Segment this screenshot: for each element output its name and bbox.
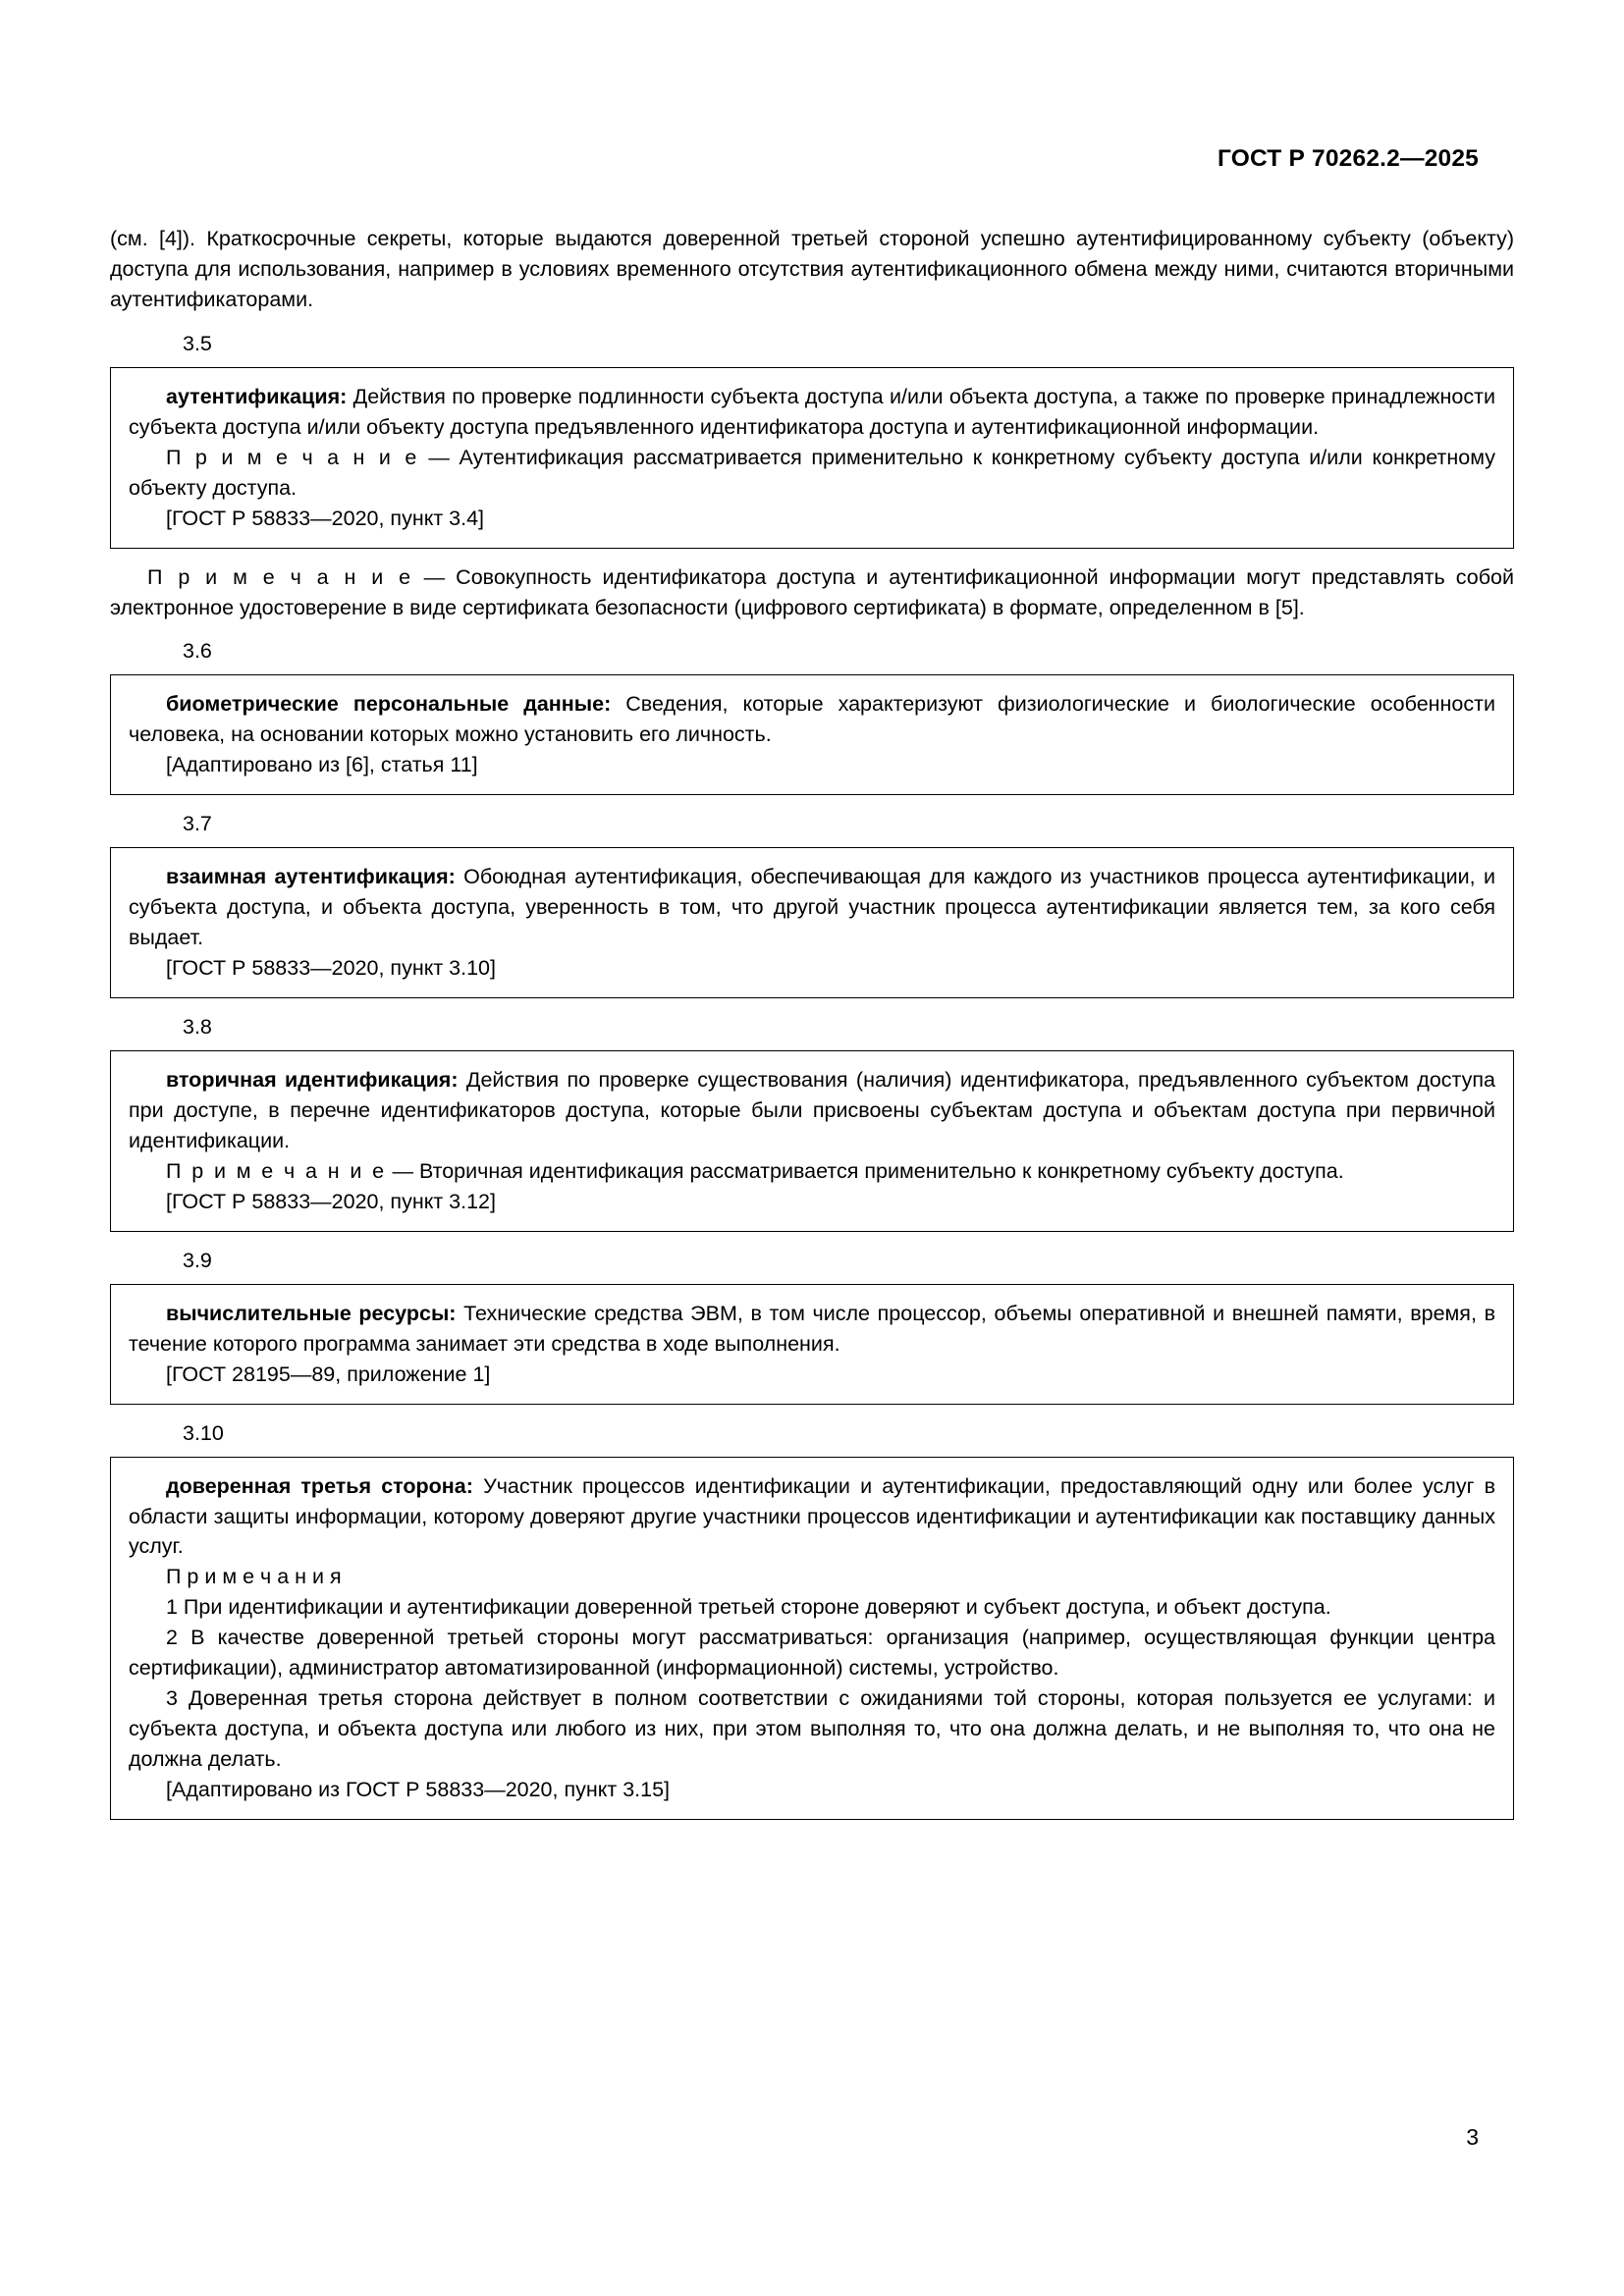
term-definition	[129, 862, 1495, 953]
term-box-3-6	[110, 674, 1514, 795]
term-definition-text: Обоюдная аутентификация, обеспечивающая для каждого из участников процесса аутентификации, и субъекта доступа, и объекта доступа, уверенность в том, что другой участник процесса аутентификации является тем, за кого себя выдает.	[129, 865, 1495, 950]
term-name: доверенная третья сторона:	[166, 1473, 473, 1498]
term-definition-text: Действия по проверке подлинности субъекта доступа и/или объекта доступа, а также по проверке принадлежности субъекта доступа и/или объекту доступа предъявленного идентификатора доступа и аутентификационной информации.	[129, 384, 1495, 439]
term-definition	[129, 689, 1495, 750]
note-item: 1 При идентификации и аутентификации доверенной третьей стороне доверяют и субъект доступа, и объект доступа.	[166, 1595, 1331, 1620]
term-note	[129, 443, 1495, 504]
term-name: взаимная аутентификация:	[166, 865, 456, 889]
term-name: аутентификация:	[166, 384, 348, 408]
term-definition-text: Действия по проверке существования (наличия) идентификатора, предъявленного субъектом доступа при доступе, в перечне идентификаторов доступа, которые были присвоены субъектам доступа и объектам доступа при первичной идентификации.	[129, 1068, 1495, 1152]
clause-number-3-10: 3.10	[183, 1420, 224, 1445]
page-number: 3	[1466, 2124, 1479, 2150]
term-note	[129, 1156, 1495, 1187]
note-label: П р и м е ч а н и е	[166, 1158, 387, 1183]
clause-number-3-6: 3.6	[183, 639, 212, 664]
term-source: [Адаптировано из [6], статья 11]	[166, 753, 478, 777]
term-box-3-8	[110, 1050, 1514, 1232]
clause-number-3-7: 3.7	[183, 812, 212, 836]
term-definition	[129, 1471, 1495, 1563]
note-label: П р и м е ч а н и е	[166, 445, 419, 469]
term-definition	[129, 1065, 1495, 1156]
term-box-3-10	[110, 1457, 1514, 1820]
term-source: [Адаптировано из ГОСТ Р 58833—2020, пункт 3.15]	[166, 1778, 671, 1802]
term-box-3-7	[110, 847, 1514, 998]
note-item: 2 В качестве доверенной третьей стороны могут рассматриваться: организация (например, осуществляющая функции центра сертификации), администратор автоматизированной (информационной) системы, устройство.	[129, 1626, 1495, 1681]
outer-note-3-5	[110, 562, 1514, 623]
term-source: [ГОСТ 28195—89, приложение 1]	[166, 1362, 491, 1386]
note-item: 3 Доверенная третья сторона действует в полном соответствии с ожиданиями той стороны, которая пользуется ее услугами: и субъекта доступа, и объекта доступа или любого из них, при этом выполняя то, что она должна делать, и не выполняя то, что она не должна делать.	[129, 1686, 1495, 1772]
term-source: [ГОСТ Р 58833—2020, пункт 3.10]	[166, 956, 496, 981]
clause-number-3-5: 3.5	[183, 331, 212, 355]
term-definition-text: Участник процессов идентификации и аутентификации, предоставляющий одну или более услуг в области защиты информации, которому доверяют другие участники процессов идентификации и аутентификации как поставщику данных услуг.	[129, 1473, 1495, 1559]
note-text: — Вторичная идентификация рассматривается применительно к конкретному субъекту доступа.	[386, 1158, 1344, 1183]
page-content	[110, 224, 1514, 1824]
term-name: вторичная идентификация:	[166, 1068, 459, 1093]
term-name: биометрические персональные данные:	[166, 692, 612, 717]
clause-number-3-9: 3.9	[183, 1248, 212, 1272]
term-definition	[129, 1299, 1495, 1360]
term-name: вычислительные ресурсы:	[166, 1301, 457, 1325]
term-definition-text: Технические средства ЭВМ, в том числе процессор, объемы оперативной и внешней памяти, время, в течение которого программа занимает эти средства в ходе выполнения.	[129, 1301, 1495, 1356]
outer-note-text: — Совокупность идентификатора доступа и аутентификационной информации могут представлять собой электронное удостоверение в виде сертификата безопасности (цифрового сертификата) в формате, определенном в [5].	[110, 564, 1514, 619]
page-header: ГОСТ Р 70262.2—2025	[1218, 145, 1479, 172]
outer-note-label: П р и м е ч а н и е	[147, 564, 413, 589]
term-definition-text: Сведения, которые характеризуют физиологические и биологические особенности человека, на основании которых можно установить его личность.	[129, 692, 1495, 747]
term-box-3-9	[110, 1284, 1514, 1405]
term-source: [ГОСТ Р 58833—2020, пункт 3.4]	[166, 506, 485, 530]
term-source: [ГОСТ Р 58833—2020, пункт 3.12]	[166, 1189, 496, 1213]
term-box-3-5	[110, 367, 1514, 549]
term-definition	[129, 382, 1495, 443]
intro-paragraph: (см. [4]). Краткосрочные секреты, которые выдаются доверенной третьей стороной успешно аутентифицированному субъекту (объекту) доступа для использования, например в условиях временного отсутствия аутентификационного обмена между ними, считаются вторичными аутентификаторами.	[110, 227, 1514, 311]
note-text: — Аутентификация рассматривается применительно к конкретному субъекту доступа и/или конкретному объекту доступа.	[129, 445, 1495, 500]
clause-number-3-8: 3.8	[183, 1015, 212, 1040]
notes-label: П р и м е ч а н и я	[166, 1565, 342, 1589]
